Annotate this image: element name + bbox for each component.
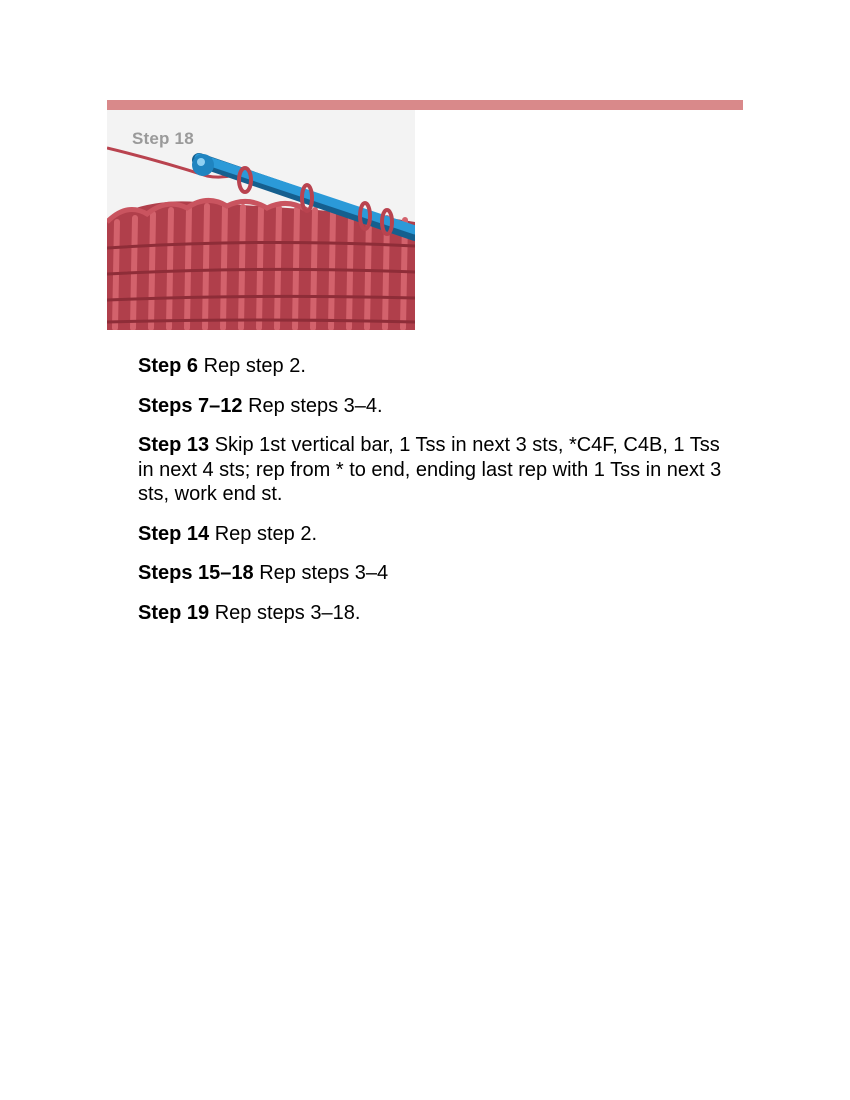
step-text: Rep step 2. bbox=[203, 355, 306, 377]
step-item bbox=[138, 394, 738, 419]
step-item bbox=[138, 522, 738, 547]
step-title: Step 19 bbox=[138, 601, 210, 624]
step-title: Step 13 bbox=[138, 434, 210, 456]
step-item bbox=[138, 601, 738, 626]
header-accent-bar bbox=[107, 100, 743, 110]
step-item bbox=[138, 354, 738, 379]
step-text: Rep steps 3–4. bbox=[248, 394, 383, 417]
step-title: Step 14 bbox=[138, 522, 210, 545]
step-title: Step 6 bbox=[138, 355, 199, 377]
step-item bbox=[138, 433, 738, 507]
step-text: Rep step 2. bbox=[214, 522, 318, 545]
instruction-list bbox=[138, 354, 738, 640]
step-text: Skip 1st vertical bar, 1 Tss in next 3 sts, *C4F, C4B, 1 Tss in next 4 sts; rep from * to end, ending last rep with 1 Tss in next 3 sts, work end st. bbox=[138, 434, 722, 505]
step-title: Steps 15–18 bbox=[138, 562, 254, 584]
step-18-photo bbox=[107, 110, 415, 330]
step-item bbox=[138, 561, 738, 586]
step-text: Rep steps 3–4 bbox=[259, 562, 389, 584]
photo-step-label: Step 18 bbox=[132, 129, 194, 148]
step-title: Steps 7–12 bbox=[138, 394, 243, 417]
step-text: Rep steps 3–18. bbox=[214, 601, 361, 624]
